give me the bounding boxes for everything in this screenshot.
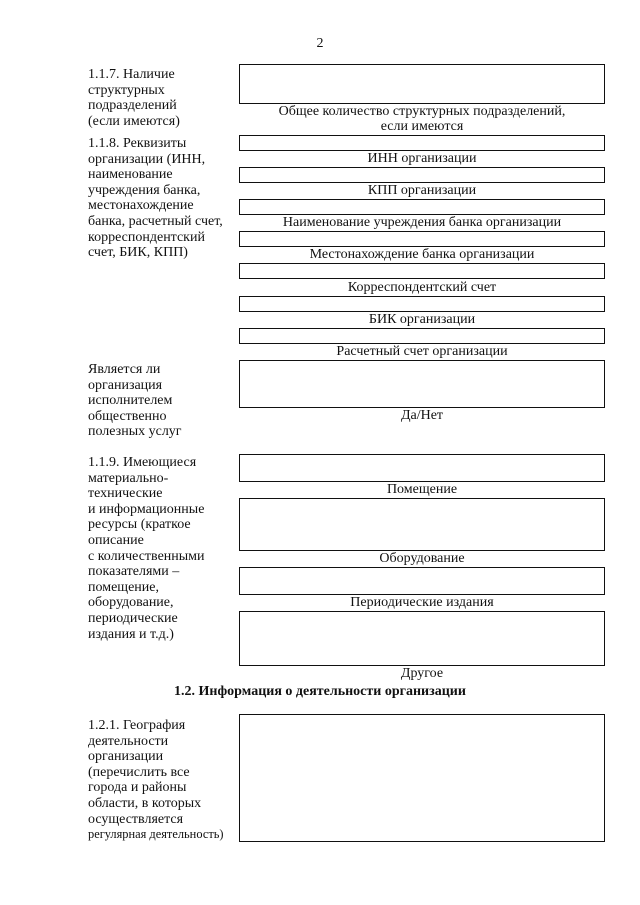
label-line: описание bbox=[88, 532, 144, 548]
other-input[interactable] bbox=[239, 611, 605, 666]
equipment-input[interactable] bbox=[239, 498, 605, 551]
periodicals-caption: Периодические издания bbox=[350, 595, 494, 610]
label-line: общественно bbox=[88, 408, 167, 424]
label-line: регулярная деятельность) bbox=[88, 827, 224, 842]
page-number: 2 bbox=[316, 36, 324, 51]
label-line: структурных bbox=[88, 82, 165, 98]
corr-account-input[interactable] bbox=[239, 263, 605, 279]
label-line: области, в которых bbox=[88, 795, 202, 811]
label-line: 1.1.9. Имеющиеся bbox=[88, 455, 197, 470]
label-structural-units bbox=[88, 67, 238, 129]
label-line: издания и т.д.) bbox=[88, 626, 174, 642]
bik-input[interactable] bbox=[239, 296, 605, 312]
caption-line: Общее количество структурных подразделений, bbox=[278, 104, 566, 119]
label-line: города и районы bbox=[88, 780, 187, 796]
other-caption: Другое bbox=[400, 666, 444, 681]
periodicals-input[interactable] bbox=[239, 567, 605, 595]
public-utility-input[interactable] bbox=[239, 360, 605, 408]
label-line: организация bbox=[88, 377, 163, 393]
label-line: 1.2.1. География bbox=[88, 718, 186, 733]
bank-name-input[interactable] bbox=[239, 199, 605, 215]
premises-caption: Помещение bbox=[386, 482, 458, 497]
label-line: ресурсы (краткое bbox=[88, 517, 191, 533]
kpp-caption: КПП организации bbox=[367, 183, 477, 198]
bank-location-input[interactable] bbox=[239, 231, 605, 247]
label-resources bbox=[88, 455, 238, 642]
label-line: 1.1.8. Реквизиты bbox=[88, 136, 187, 151]
label-line: технические bbox=[88, 486, 163, 502]
label-public-utility bbox=[88, 362, 238, 440]
label-line: периодические bbox=[88, 610, 178, 626]
section-heading: 1.2. Информация о деятельности организации bbox=[174, 684, 466, 699]
label-line: подразделений bbox=[88, 98, 177, 114]
label-line: исполнителем bbox=[88, 393, 173, 409]
bank-location-caption: Местонахождение банка организации bbox=[309, 247, 535, 262]
public-utility-caption: Да/Нет bbox=[400, 408, 444, 423]
kpp-input[interactable] bbox=[239, 167, 605, 183]
inn-input[interactable] bbox=[239, 135, 605, 151]
label-line: и информационные bbox=[88, 501, 205, 517]
label-geography bbox=[88, 718, 238, 843]
label-line: организации (ИНН, bbox=[88, 151, 206, 167]
label-line: показателями – bbox=[88, 564, 180, 580]
label-line: банка, расчетный счет, bbox=[88, 213, 223, 229]
label-requisites bbox=[88, 136, 238, 261]
label-line: деятельности bbox=[88, 733, 169, 749]
label-line: местонахождение bbox=[88, 198, 194, 214]
settlement-account-input[interactable] bbox=[239, 328, 605, 344]
label-line: с количественными bbox=[88, 548, 205, 564]
label-line: (если имеются) bbox=[88, 113, 180, 129]
label-line: организации bbox=[88, 749, 164, 765]
label-line: материально- bbox=[88, 470, 169, 486]
label-line: (перечислить все bbox=[88, 764, 190, 780]
label-line: оборудование, bbox=[88, 595, 174, 611]
structural-units-caption bbox=[239, 104, 605, 134]
label-line: полезных услуг bbox=[88, 424, 182, 440]
label-line: помещение, bbox=[88, 579, 159, 595]
settlement-account-caption: Расчетный счет организации bbox=[336, 344, 508, 359]
label-line: учреждения банка, bbox=[88, 182, 201, 198]
label-line: наименование bbox=[88, 167, 173, 183]
bik-caption: БИК организации bbox=[368, 312, 476, 327]
corr-account-caption: Корреспондентский счет bbox=[347, 280, 497, 295]
label-line: счет, БИК, КПП) bbox=[88, 245, 188, 261]
premises-input[interactable] bbox=[239, 454, 605, 482]
caption-line: если имеются bbox=[380, 119, 464, 134]
label-line: корреспондентский bbox=[88, 229, 205, 245]
equipment-caption: Оборудование bbox=[379, 551, 465, 566]
bank-name-caption: Наименование учреждения банка организации bbox=[282, 215, 562, 230]
label-line: осуществляется bbox=[88, 811, 184, 827]
inn-caption: ИНН организации bbox=[367, 151, 477, 166]
geography-input[interactable] bbox=[239, 714, 605, 842]
structural-units-input[interactable] bbox=[239, 64, 605, 104]
label-line: 1.1.7. Наличие bbox=[88, 67, 175, 82]
label-line: Является ли bbox=[88, 362, 161, 377]
